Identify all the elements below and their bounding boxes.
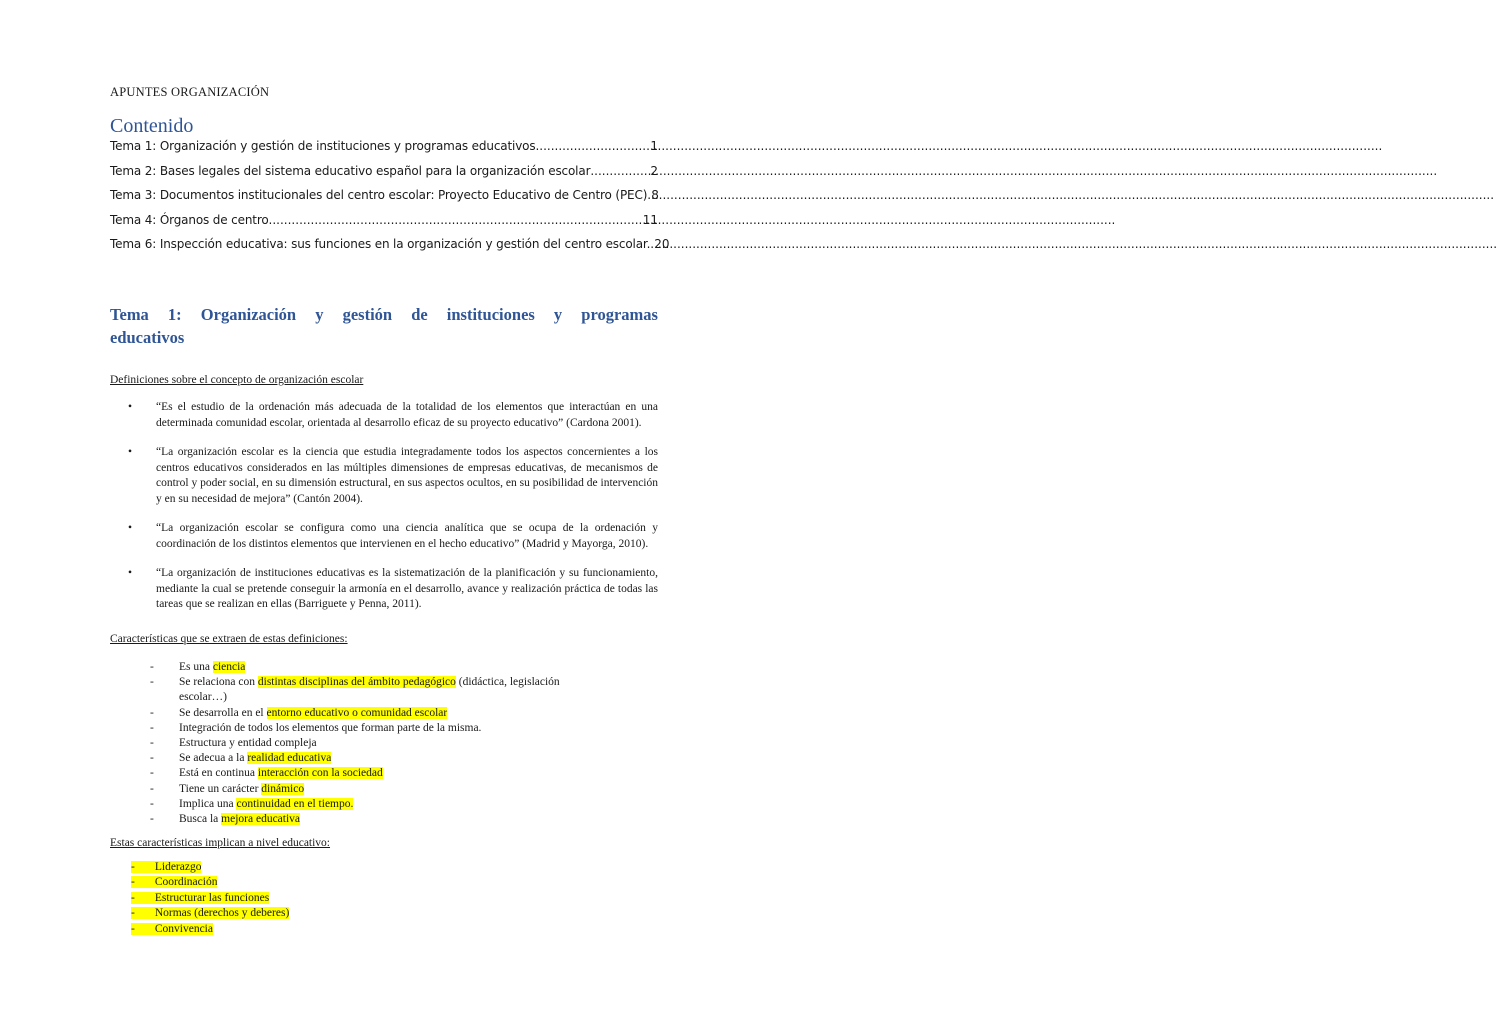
dash-icon: - (150, 767, 154, 780)
characteristic-text: Integración de todos los elementos que forman parte de la misma. (179, 721, 482, 734)
section-heading-line2: educativos (110, 328, 185, 347)
heading-word: Organización (200, 305, 297, 324)
definition-item (128, 400, 658, 431)
implication-label: Normas (derechos y deberes) (154, 907, 290, 920)
dash-icon: - (131, 907, 135, 920)
dash-icon: - (150, 706, 154, 719)
dash-icon: - (150, 661, 154, 673)
dash-icon: - (150, 737, 154, 750)
dash-icon: - (131, 922, 135, 935)
definition-item (128, 566, 658, 613)
toc-entry-page: 20 (654, 237, 670, 251)
toc-entry-page: 11 (642, 212, 658, 227)
characteristic-text: Busca la (179, 813, 222, 826)
heading-word: gestión (342, 305, 393, 324)
characteristic-item (150, 721, 610, 736)
characteristic-item (150, 812, 610, 827)
characteristic-item (150, 675, 610, 705)
characteristic-highlight: dinámico (261, 782, 305, 795)
toc-title: Contenido (110, 115, 194, 137)
characteristic-text: Se relaciona con (179, 676, 258, 689)
dash-icon: - (150, 752, 154, 765)
dash-icon: - (150, 813, 154, 826)
characteristic-highlight: realidad educativa (247, 752, 332, 765)
characteristics-subtitle: Características que se extraen de estas definiciones: (110, 633, 348, 645)
characteristic-item (150, 751, 610, 766)
bullet-icon: • (128, 401, 133, 413)
dash-icon: - (131, 891, 135, 904)
bullet-icon: • (128, 446, 133, 458)
dash-icon: - (150, 676, 154, 689)
dash-icon: - (150, 797, 154, 810)
characteristic-text: Estructura y entidad compleja (179, 737, 317, 750)
toc-entry[interactable] (110, 237, 670, 262)
implication-item (131, 875, 289, 890)
definition-text: “La organización escolar es la ciencia que estudia integradamente todos los aspectos concernientes a los centros educativos considerados en las múltiples dimensiones de empresas educativas, de mecanismos de control y poder social, en su dimensión estructural, en sus aspectos ocultos, en su posibilidad de intervención y en su necesidad de mejora” (Cantón 2004). (156, 446, 658, 505)
table-of-contents (110, 139, 670, 262)
bullet-icon: • (128, 567, 133, 579)
implication-text (131, 907, 289, 919)
dash-icon: - (150, 721, 154, 734)
document-header: APUNTES ORGANIZACIÓN (110, 85, 270, 99)
implications-list (131, 860, 289, 937)
characteristic-text: (didáctica, legislación escolar…) (179, 676, 560, 704)
characteristic-item (150, 660, 610, 675)
toc-leader-dots (535, 139, 650, 153)
characteristic-text: Se adecua a la (179, 752, 248, 765)
toc-entry-page: 1 (650, 139, 658, 153)
toc-leader-dots (269, 213, 643, 227)
heading-word: 1: (167, 305, 182, 324)
definition-item (128, 521, 658, 552)
characteristic-item (150, 797, 610, 812)
toc-entry[interactable] (110, 213, 658, 238)
implication-text (131, 876, 217, 888)
definition-item (128, 445, 658, 507)
definition-text: “La organización de instituciones educativas es la sistematización de la planificación y su funcionamiento, mediante la cual se pretende conseguir la armonía en el desarrollo, avance y realización práctica de todas las tareas que se realizan en ellas (Barriguete y Penna, 2011). (156, 567, 658, 610)
heading-word: de (411, 305, 428, 324)
characteristic-item (150, 782, 610, 797)
implication-label: Estructurar las funciones (154, 891, 270, 904)
definition-text: “La organización escolar se configura como una ciencia analítica que se ocupa de la ordenación y coordinación de los distintos elementos que intervienen en el hecho educativo” (Madrid y Mayorga, 2010). (156, 522, 658, 550)
toc-entry[interactable] (110, 164, 658, 189)
characteristic-text: Tiene un carácter (179, 782, 262, 795)
implication-item (131, 891, 289, 906)
bullet-icon: • (128, 522, 133, 534)
toc-entry[interactable] (110, 139, 658, 164)
toc-entry-text: Tema 2: Bases legales del sistema educativo español para la organización escolar (110, 163, 591, 178)
section-heading (110, 303, 658, 349)
implication-text (131, 892, 269, 904)
toc-entry-page: 8 (651, 188, 659, 202)
toc-leader-dots (590, 164, 650, 178)
definitions-list (128, 400, 658, 627)
dash-icon: - (150, 782, 154, 795)
characteristic-highlight: continuidad en el tiempo. (236, 797, 354, 810)
characteristic-highlight: entorno educativo o comunidad escolar (266, 706, 448, 719)
characteristic-highlight: interacción con la sociedad (257, 767, 383, 780)
characteristic-item (150, 706, 610, 721)
characteristic-item (150, 766, 610, 781)
characteristic-text: Implica una (179, 797, 237, 810)
heading-word: y (315, 305, 324, 324)
implication-text (131, 861, 201, 873)
heading-word: y (553, 305, 563, 324)
characteristics-list (150, 660, 610, 827)
implications-subtitle: Estas características implican a nivel educativo: (110, 837, 331, 849)
implication-item (131, 922, 289, 937)
characteristic-highlight: mejora educativa (221, 813, 301, 826)
implication-item (131, 860, 289, 875)
toc-entry-page: 2 (650, 163, 658, 178)
dash-icon: - (131, 876, 135, 889)
definition-text: “Es el estudio de la ordenación más adecuada de la totalidad de los elementos que interactúan en una determinada comunidad escolar, orientada al desarrollo eficaz de su proyecto educativo” (Cardona 2001). (156, 401, 658, 429)
implication-text (131, 923, 213, 935)
characteristic-highlight: ciencia (212, 661, 246, 673)
heading-word: programas (581, 305, 658, 324)
implication-label: Convivencia (154, 922, 213, 935)
dash-icon: - (131, 861, 135, 873)
heading-word: Tema (110, 305, 149, 324)
implication-item (131, 906, 289, 921)
characteristic-text: Es una (179, 661, 213, 673)
definitions-subtitle: Definiciones sobre el concepto de organización escolar (110, 374, 364, 386)
toc-entry-text: Tema 3: Documentos institucionales del centro escolar: Proyecto Educativo de Centro (PEC) (110, 188, 648, 202)
heading-word: instituciones (446, 305, 535, 324)
characteristic-highlight: distintas disciplinas del ámbito pedagógico (257, 676, 456, 689)
toc-entry-text: Tema 6: Inspección educativa: sus funciones en la organización y gestión del centro escolar. (110, 237, 651, 251)
section-heading-line1 (110, 303, 658, 326)
toc-entry[interactable] (110, 188, 658, 213)
toc-entry-text: Tema 4: Órganos de centro (110, 212, 269, 227)
toc-entry-text: Tema 1: Organización y gestión de instituciones y programas educativos (110, 139, 536, 153)
implication-label: Coordinación (154, 876, 218, 889)
characteristic-text: Se desarrolla en el (179, 706, 267, 719)
implication-label: Liderazgo (154, 861, 202, 873)
characteristic-item (150, 736, 610, 751)
characteristic-text: Está en continua (179, 767, 258, 780)
